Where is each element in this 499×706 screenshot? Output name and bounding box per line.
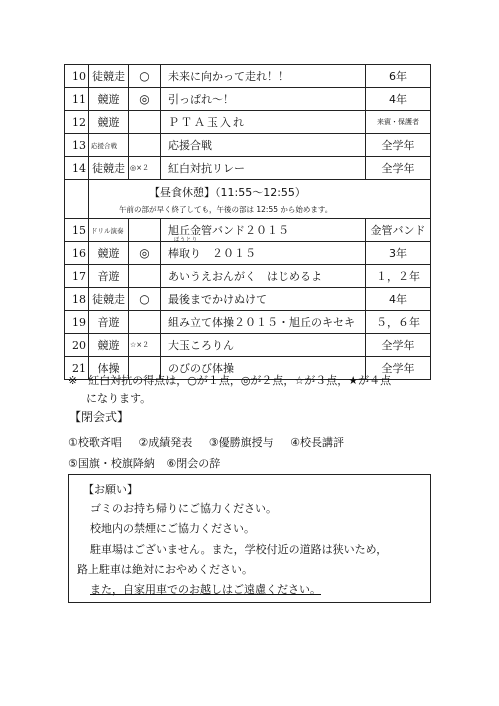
program-number: 19 bbox=[65, 311, 89, 334]
program-row bbox=[65, 65, 431, 88]
request-line: 路上駐車は絶対におやめください。 bbox=[77, 563, 253, 576]
program-type: 音遊 bbox=[89, 265, 129, 288]
program-number: 16 bbox=[65, 242, 89, 265]
program-type: 競遊 bbox=[89, 334, 129, 357]
score-mark bbox=[129, 111, 161, 134]
program-type: 音遊 bbox=[89, 311, 129, 334]
program-title: のびのび体操 bbox=[161, 357, 366, 380]
score-mark bbox=[129, 311, 161, 334]
program-number: 18 bbox=[65, 288, 89, 311]
program-type: 徒競走 bbox=[89, 65, 129, 88]
score-mark bbox=[129, 134, 161, 157]
program-type: 徒競走 bbox=[89, 157, 129, 180]
program-participants: 全学年 bbox=[366, 157, 431, 180]
program-number: 11 bbox=[65, 88, 89, 111]
program-participants: １，２年 bbox=[366, 265, 431, 288]
program-title: 大玉ころりん bbox=[161, 334, 366, 357]
program-row bbox=[65, 88, 431, 111]
score-mark bbox=[129, 265, 161, 288]
program-title: 組み立て体操２０１５・旭丘のキセキ bbox=[161, 311, 366, 334]
program-title: 引っぱれ～！ bbox=[161, 88, 366, 111]
score-mark: ☆×２ bbox=[129, 334, 161, 357]
program-type: 競遊 bbox=[89, 88, 129, 111]
score-note-line1: ※ 紅白対抗の得点は，○が１点，◎が２点，☆が３点，★が４点 bbox=[68, 374, 392, 387]
closing-item: ⑥閉会の辞 bbox=[166, 457, 221, 470]
score-mark bbox=[129, 219, 161, 242]
program-participants: 金管バンド bbox=[366, 219, 431, 242]
program-participants: 全学年 bbox=[366, 134, 431, 157]
program-row bbox=[65, 219, 431, 242]
program-participants: 4年 bbox=[366, 288, 431, 311]
score-note bbox=[68, 372, 391, 408]
ruby-annotation: ぼうとり bbox=[174, 237, 199, 243]
program-title: ＰＴＡ玉入れ bbox=[161, 111, 366, 134]
request-line: 校地内の禁煙にご協力ください。 bbox=[90, 522, 255, 535]
program-title bbox=[161, 237, 366, 265]
request-title: 【お願い】 bbox=[83, 483, 138, 496]
program-table bbox=[64, 64, 431, 380]
program-type: ドリル演奏 bbox=[89, 219, 129, 242]
program-type: 徒競走 bbox=[89, 288, 129, 311]
closing-item: ②成績発表 bbox=[138, 436, 193, 449]
program-type: 応援合戦 bbox=[89, 134, 129, 157]
closing-item: ⑤国旗・校旗降納 bbox=[68, 457, 155, 470]
program-row bbox=[65, 111, 431, 134]
program-title: 応援合戦 bbox=[161, 134, 366, 157]
program-participants: 来賓・保護者 bbox=[366, 111, 431, 134]
program-row bbox=[65, 311, 431, 334]
closing-item: ③優勝旗授与 bbox=[208, 436, 274, 449]
program-participants: 全学年 bbox=[366, 357, 431, 380]
closing-ceremony-title: 【閉会式】 bbox=[69, 410, 130, 424]
program-number: 15 bbox=[65, 219, 89, 242]
program-participants: 3年 bbox=[366, 242, 431, 265]
program-title: 紅白対抗リレー bbox=[161, 157, 366, 180]
program-number: 13 bbox=[65, 134, 89, 157]
program-title-text: 棒取り ２０１５ bbox=[168, 247, 256, 260]
program-participants: ５，６年 bbox=[366, 311, 431, 334]
program-row bbox=[65, 157, 431, 180]
program-row bbox=[65, 334, 431, 357]
score-mark: ◎×２ bbox=[129, 157, 161, 180]
program-type: 競遊 bbox=[89, 242, 129, 265]
request-line: 駐車場はございません。また，学校付近の道路は狭いため， bbox=[90, 543, 388, 556]
program-row bbox=[65, 265, 431, 288]
request-box bbox=[68, 474, 431, 603]
program-participants: 全学年 bbox=[366, 334, 431, 357]
score-mark: ◎ bbox=[129, 88, 161, 111]
closing-ceremony-items bbox=[68, 432, 448, 474]
program-participants: 4年 bbox=[366, 88, 431, 111]
closing-item: ①校歌斉唱 bbox=[68, 436, 122, 449]
program-row bbox=[65, 242, 431, 265]
score-mark: ○ bbox=[129, 288, 161, 311]
program-row bbox=[65, 134, 431, 157]
program-row bbox=[65, 288, 431, 311]
program-number: 12 bbox=[65, 111, 89, 134]
program-number: 17 bbox=[65, 265, 89, 288]
request-line: ゴミのお持ち帰りにご協力ください。 bbox=[90, 502, 277, 515]
program-title: 未来に向かって走れ！！ bbox=[161, 65, 366, 88]
program-number: 20 bbox=[65, 334, 89, 357]
lunch-break-title: 【昼食休憩】（11:55～12:55） bbox=[149, 185, 306, 199]
program-type: 競遊 bbox=[89, 111, 129, 134]
program-title: 最後までかけぬけて bbox=[161, 288, 366, 311]
program-number: 10 bbox=[65, 65, 89, 88]
request-line: また，自家用車でのお越しはご遠慮ください。 bbox=[90, 583, 321, 596]
program-participants: 6年 bbox=[366, 65, 431, 88]
score-mark: ◎ bbox=[129, 242, 161, 265]
lunch-break-note: 午前の部が早く終了しても，午後の部は 12:55 から始めます。 bbox=[119, 204, 333, 214]
program-number: 21 bbox=[65, 357, 89, 380]
program-title: あいうえおんがく はじめるよ bbox=[161, 265, 366, 288]
lunch-break-row bbox=[65, 180, 431, 219]
program-title: 旭丘金管バンド２０１５ bbox=[161, 219, 366, 242]
program-number: 14 bbox=[65, 157, 89, 180]
closing-item: ④校長講評 bbox=[290, 436, 344, 449]
program-type: 体操 bbox=[89, 357, 129, 380]
score-mark: ○ bbox=[129, 65, 161, 88]
score-note-line2: になります。 bbox=[86, 392, 152, 405]
